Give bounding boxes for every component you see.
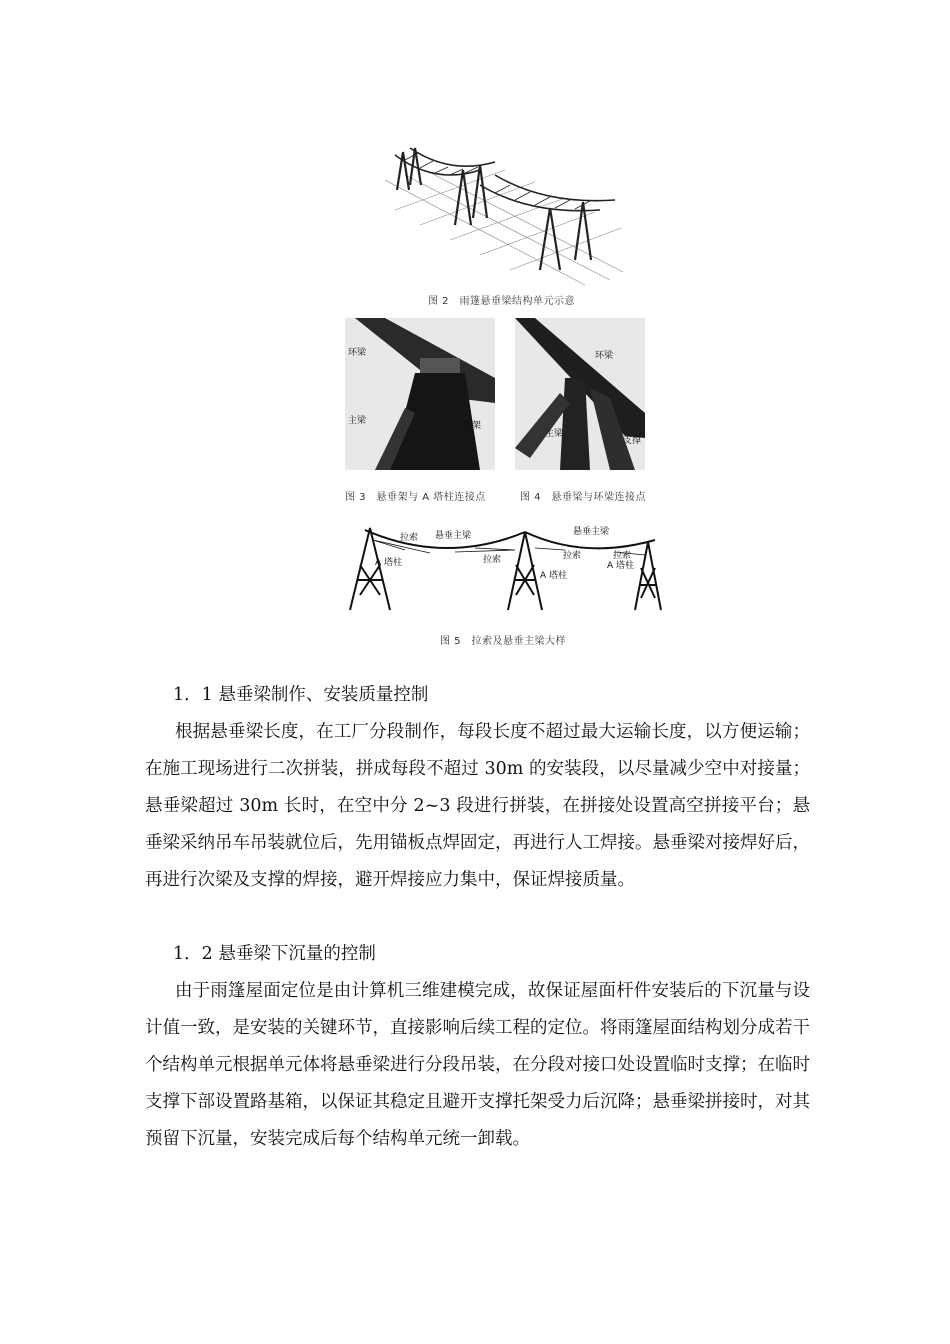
fig5-label-main-beam-left: 悬垂主梁 (435, 531, 472, 541)
figure-2-caption: 图 2 雨篷悬垂梁结构单元示意 (428, 296, 576, 307)
section-1-2-body: 由于雨篷屋面定位是由计算机三维建模完成，故保证屋面杆件安装后的下沉量与设计值一致，是安装的关键环节，直接影响后续工程的定位。将雨篷屋面结构划分成若干个结构单元根据单元体将悬垂梁进行分段吊装，在分段对接口处设置临时支撑；在临时支撑下部设置路基箱，以保证其稳定且避开支撑托架受力后沉降；悬垂梁拼接时，对其预留下沉量，安装完成后每个结构单元统一卸载。 (145, 981, 810, 1149)
fig3-label-tower-frame: 塔架 (463, 421, 482, 431)
figure-4-ring-beam-joint-photo (515, 318, 645, 470)
fig5-label-cable-4: 拉索 (613, 551, 632, 561)
section-1-1-body: 根据悬垂梁长度，在工厂分段制作，每段长度不超过最大运输长度，以方便运输；在施工现场进行二次拼装，拼成每段不超过 30m 的安装段，以尽量减少空中对接量；悬垂梁超过 30m 长时，在空中分 2~3 段进行拼装，在拼接处设置高空拼接平台；悬垂梁采纳吊车吊装就位后，先用锚板点焊固定，再进行人工焊接。悬垂梁对接焊好后，再进行次梁及支撑的焊接，避开焊接应力集中，保证焊接质量。 (145, 722, 810, 890)
figure-5-cable-detail-diagram (345, 510, 670, 615)
figure-5-caption: 图 5 拉索及悬垂主梁大样 (440, 636, 567, 647)
fig5-label-tower-3: A 塔柱 (607, 561, 635, 571)
figure-3-tower-joint-photo (345, 318, 495, 470)
section-1-2-heading: 1．2 悬垂梁下沉量的控制 (173, 944, 376, 964)
fig5-label-cable-2: 拉索 (483, 555, 502, 565)
fig4-label-support: 支撑 (623, 436, 642, 446)
fig5-label-cable-3: 拉索 (563, 551, 582, 561)
fig5-label-main-beam-right: 悬垂主梁 (573, 527, 610, 537)
fig4-label-ring-beam: 环梁 (595, 351, 614, 361)
fig5-label-cable-1: 拉索 (400, 533, 419, 543)
fig5-label-tower-2: A 塔柱 (540, 571, 568, 581)
fig4-label-main-beam: 主梁 (545, 429, 564, 439)
section-1-1-heading: 1．1 悬垂梁制作、安装质量控制 (173, 685, 429, 705)
fig3-label-main-beam: 主梁 (348, 416, 367, 426)
fig5-label-tower-1: A 塔柱 (375, 558, 403, 568)
figure-3-caption: 图 3 悬垂架与 A 塔柱连接点 (345, 492, 486, 503)
figure-4-caption: 图 4 悬垂梁与环梁连接点 (520, 492, 647, 503)
figure-2-structural-unit-diagram (385, 140, 625, 290)
fig3-label-ring-beam: 环梁 (348, 348, 367, 358)
